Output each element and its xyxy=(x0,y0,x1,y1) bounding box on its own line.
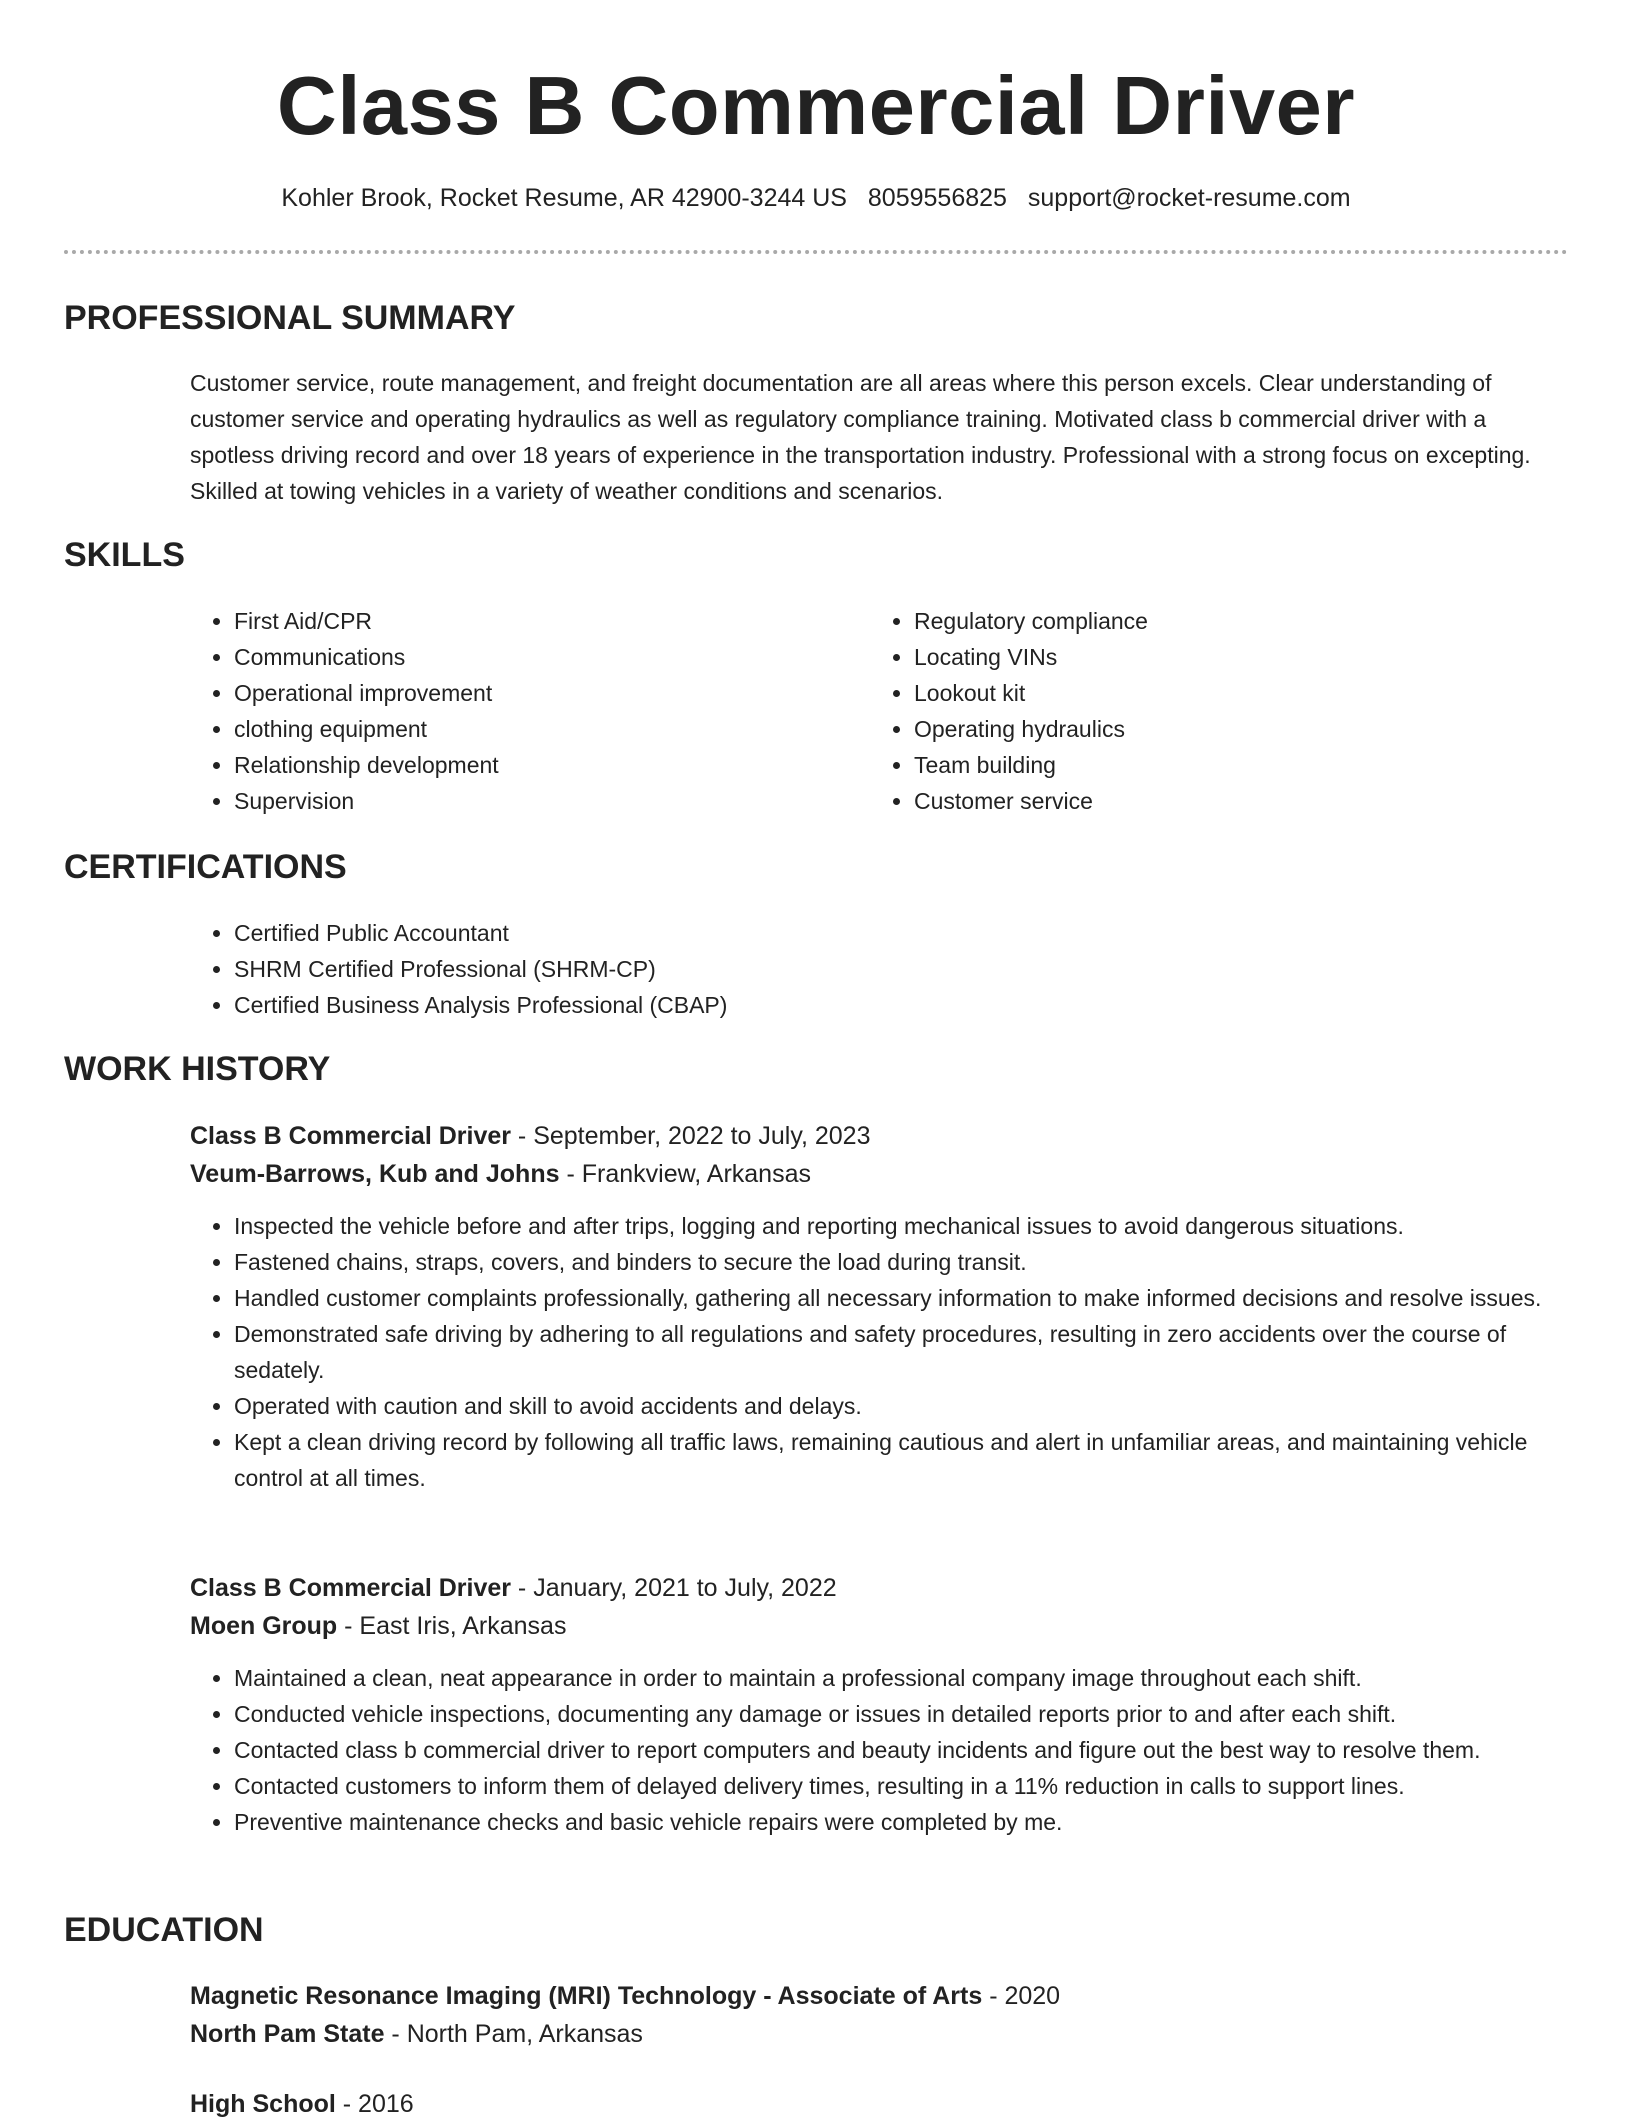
section-title-work-history: WORK HISTORY xyxy=(64,1050,331,1088)
skill-item: • Relationship development xyxy=(234,747,810,783)
section-title-certifications: CERTIFICATIONS xyxy=(64,848,347,886)
job-bullet: • Demonstrated safe driving by adhering to all regulations and safety procedures, resulting in zero accidents over the course of sedately. xyxy=(234,1316,1570,1388)
skill-item: • Team building xyxy=(914,747,1490,783)
skills-right-column xyxy=(870,603,1490,819)
job-bullet: • Handled customer complaints professionally, gathering all necessary information to make informed decisions and resolve issues. xyxy=(234,1280,1570,1316)
skill-item: • Supervision xyxy=(234,783,810,819)
job-bullets xyxy=(190,1660,1570,1840)
job-title: Class B Commercial Driver xyxy=(190,1122,511,1150)
job-dates: - September, 2022 to July, 2023 xyxy=(510,1122,871,1150)
education-degree: High School xyxy=(190,2090,336,2118)
job-bullet: • Kept a clean driving record by following all traffic laws, remaining cautious and alert in unfamiliar areas, and maintaining vehicle control at all times. xyxy=(234,1424,1570,1496)
education-year: - 2016 xyxy=(335,2090,414,2118)
job-entry xyxy=(190,1117,1570,1496)
job-company: Veum-Barrows, Kub and Johns xyxy=(190,1160,560,1188)
job-title-line xyxy=(190,1569,1570,1607)
header-divider xyxy=(64,250,1568,254)
skill-item: • Locating VINs xyxy=(914,639,1490,675)
education-school: North Pam State xyxy=(190,2020,385,2048)
skill-item: • Customer service xyxy=(914,783,1490,819)
job-dates: - January, 2021 to July, 2022 xyxy=(510,1574,837,1602)
skill-item: • clothing equipment xyxy=(234,711,810,747)
certifications-list xyxy=(190,915,1390,1023)
job-title-line xyxy=(190,1117,1570,1155)
job-bullet: • Preventive maintenance checks and basic vehicle repairs were completed by me. xyxy=(234,1804,1570,1840)
job-bullet: • Maintained a clean, neat appearance in order to maintain a professional company image throughout each shift. xyxy=(234,1660,1570,1696)
skill-item: • First Aid/CPR xyxy=(234,603,810,639)
summary-text: Customer service, route management, and freight documentation are all areas where this person excels. Clear understanding of customer service and operating hydraulics as well as regulatory compliance training. Motivated class b commercial driver with a spotless driving record and over 18 years of experience in the transportation industry. Professional with a strong focus on excepting. Skilled at towing vehicles in a variety of weather conditions and scenarios. xyxy=(190,370,1531,504)
certification-item: • SHRM Certified Professional (SHRM-CP) xyxy=(234,951,1390,987)
section-title-education: EDUCATION xyxy=(64,1911,264,1949)
job-location: - East Iris, Arkansas xyxy=(337,1612,567,1640)
job-bullet: • Contacted class b commercial driver to report computers and beauty incidents and figure out the best way to resolve them. xyxy=(234,1732,1570,1768)
job-bullet: • Fastened chains, straps, covers, and binders to secure the load during transit. xyxy=(234,1244,1570,1280)
contact-phone: 8059556825 xyxy=(867,184,1007,212)
job-company-line xyxy=(190,1607,1570,1645)
skill-item: • Regulatory compliance xyxy=(914,603,1490,639)
contact-address: Kohler Brook, Rocket Resume, AR 42900-3244 US xyxy=(281,184,847,212)
skills-left-column xyxy=(190,603,810,819)
certification-item: • Certified Business Analysis Professional (CBAP) xyxy=(234,987,1390,1023)
skill-item: • Lookout kit xyxy=(914,675,1490,711)
resume-name: Class B Commercial Driver xyxy=(276,59,1356,152)
job-bullet: • Operated with caution and skill to avoid accidents and delays. xyxy=(234,1388,1570,1424)
job-location: - Frankview, Arkansas xyxy=(559,1160,811,1188)
education-location: - North Pam, Arkansas xyxy=(384,2020,643,2048)
education-degree: Magnetic Resonance Imaging (MRI) Technology - Associate of Arts xyxy=(190,1982,983,2010)
job-company: Moen Group xyxy=(190,1612,338,1640)
job-entry xyxy=(190,1569,1570,1840)
skill-item: • Operational improvement xyxy=(234,675,810,711)
job-bullets xyxy=(190,1208,1570,1496)
contact-line xyxy=(0,182,1632,214)
education-degree-line xyxy=(190,1977,1570,2015)
section-title-skills: SKILLS xyxy=(64,536,185,574)
education-degree-line xyxy=(190,2085,1570,2123)
certification-item: • Certified Public Accountant xyxy=(234,915,1390,951)
job-bullet: • Inspected the vehicle before and after trips, logging and reporting mechanical issues to avoid dangerous situations. xyxy=(234,1208,1570,1244)
education-entry xyxy=(190,1977,1570,2053)
job-title: Class B Commercial Driver xyxy=(190,1574,511,1602)
skill-item: • Operating hydraulics xyxy=(914,711,1490,747)
section-title-summary: PROFESSIONAL SUMMARY xyxy=(64,299,516,337)
job-company-line xyxy=(190,1155,1570,1193)
skill-item: • Communications xyxy=(234,639,810,675)
job-bullet: • Contacted customers to inform them of delayed delivery times, resulting in a 11% reduction in calls to support lines. xyxy=(234,1768,1570,1804)
education-entry xyxy=(190,2085,1570,2123)
education-year: - 2020 xyxy=(982,1982,1061,2010)
contact-email: support@rocket-resume.com xyxy=(1027,184,1351,212)
job-bullet: • Conducted vehicle inspections, documenting any damage or issues in detailed reports prior to and after each shift. xyxy=(234,1696,1570,1732)
education-school-line xyxy=(190,2015,1570,2053)
